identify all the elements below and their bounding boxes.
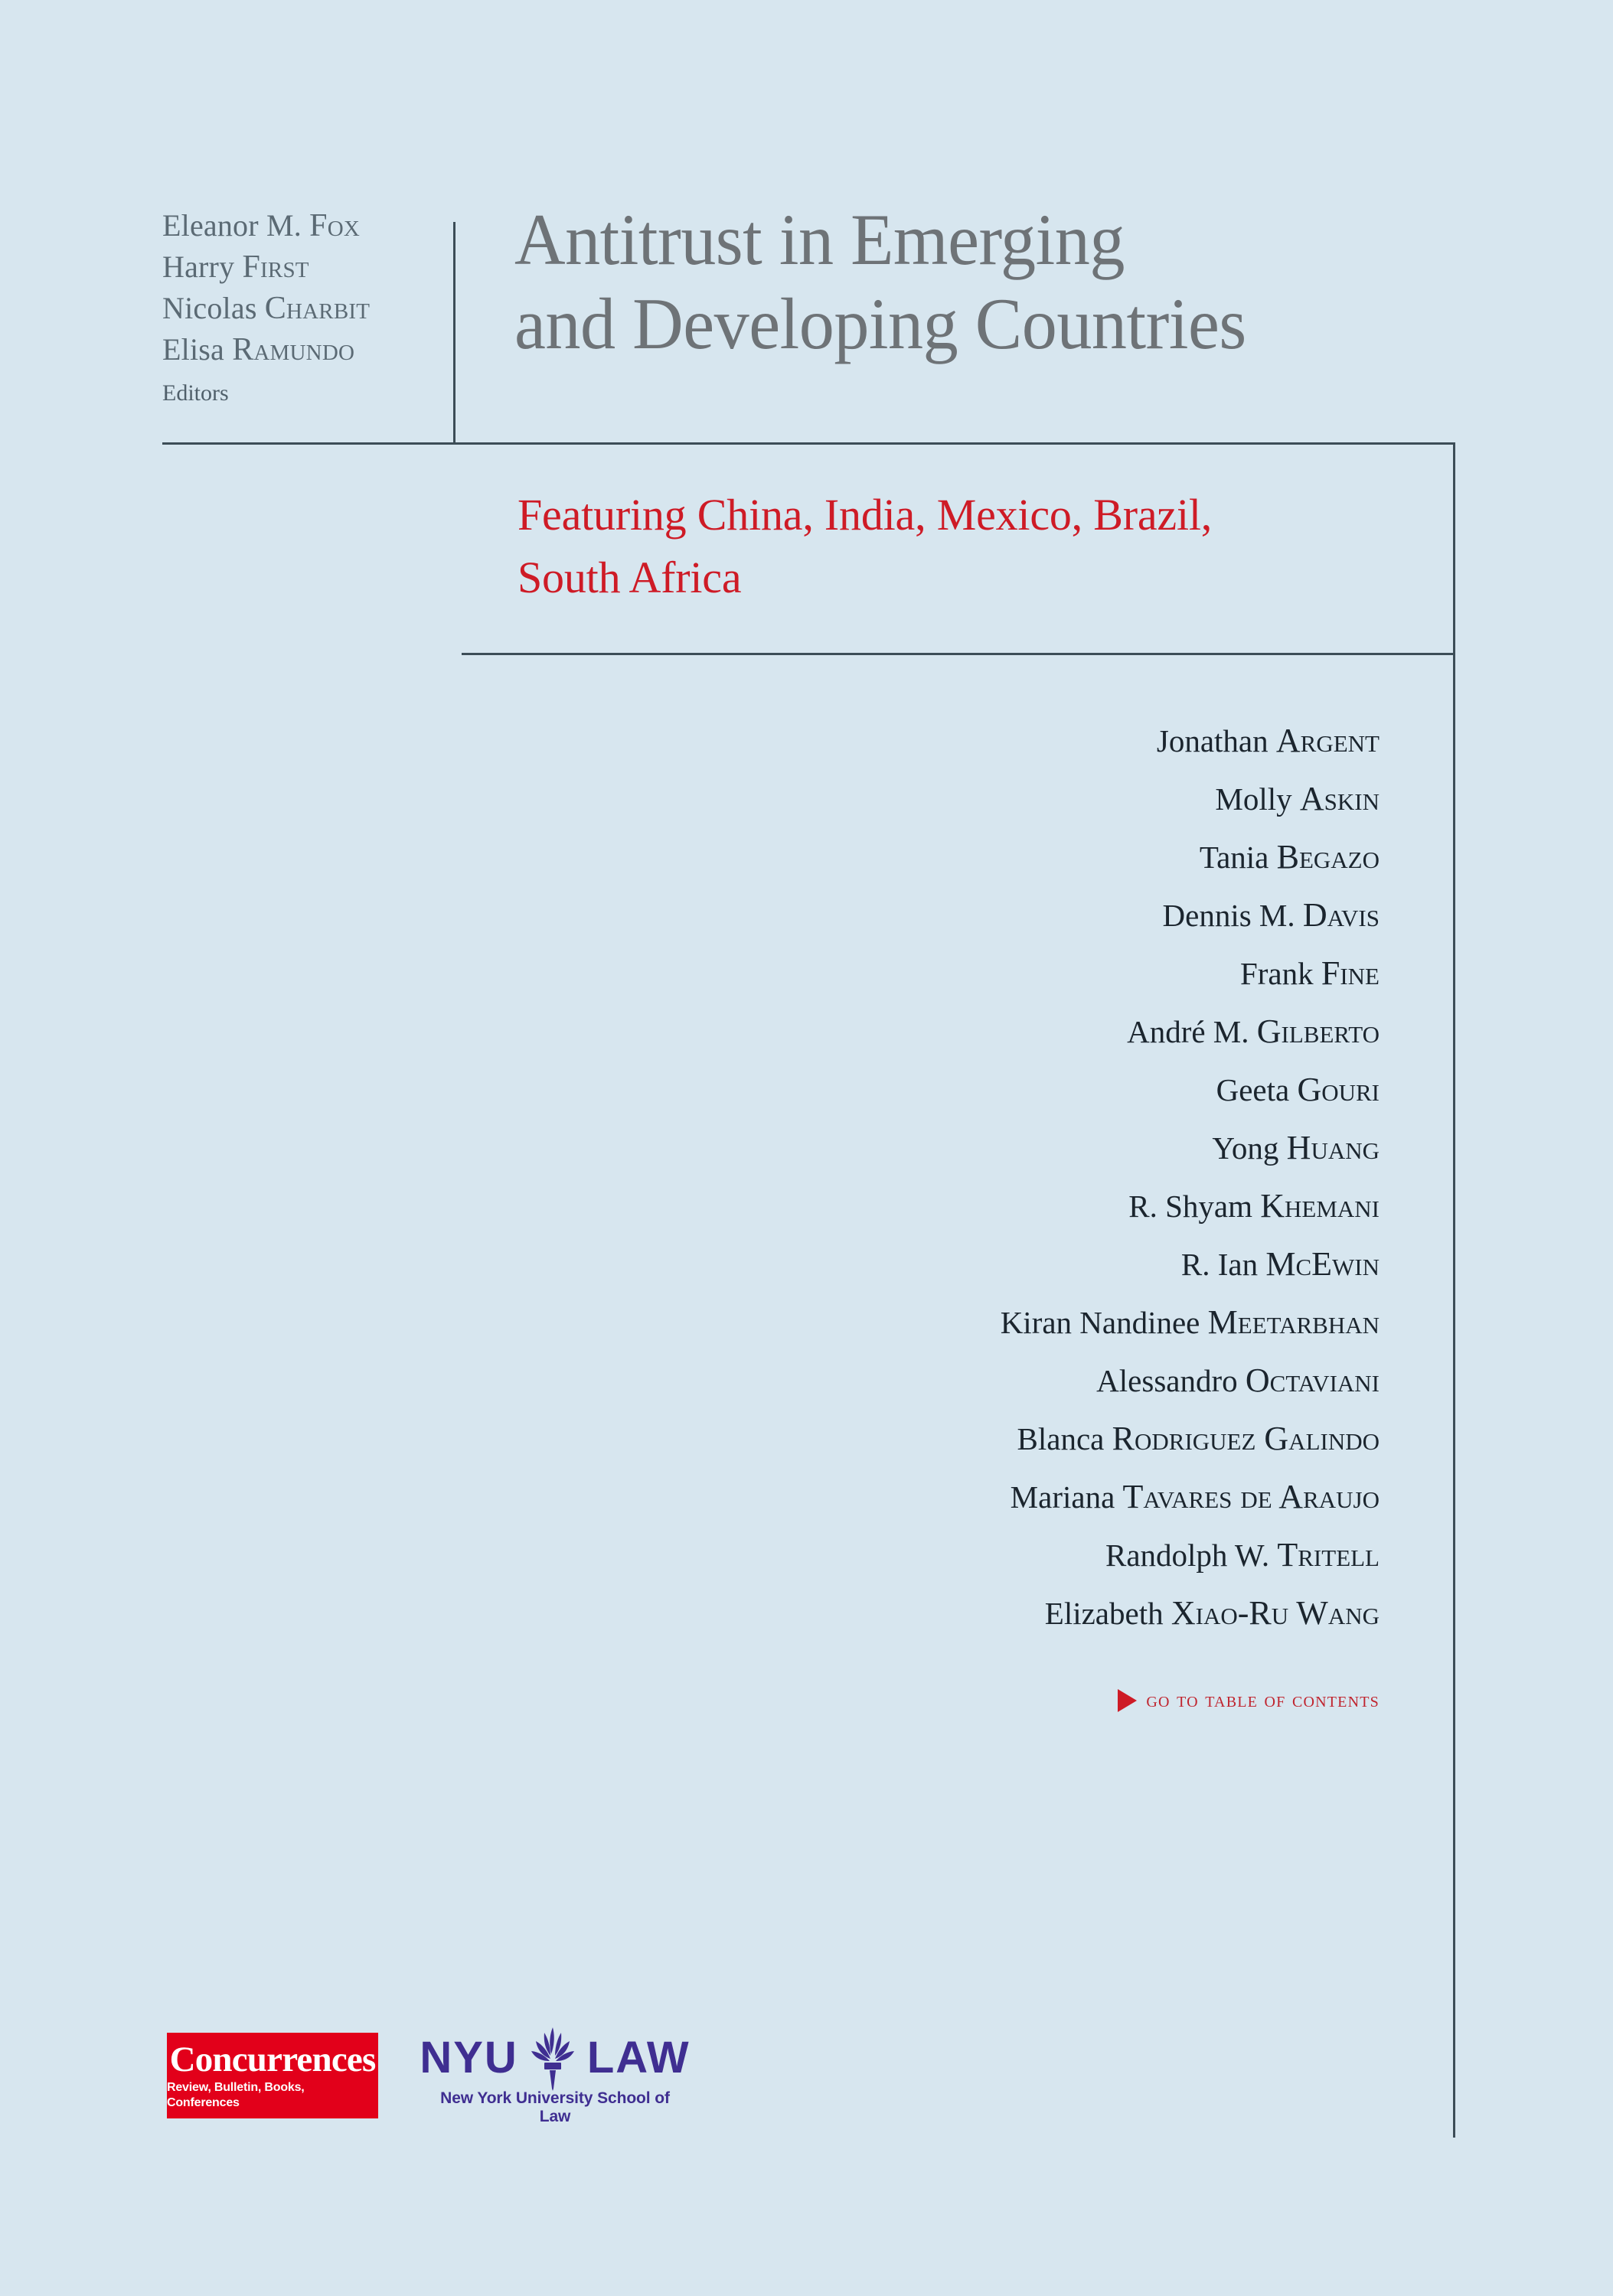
editor-last-name: Ramundo	[232, 332, 355, 367]
nyu-word-right: LAW	[586, 2033, 691, 2082]
contributor-last-name: Davis	[1302, 896, 1380, 934]
editor-name	[162, 288, 430, 329]
contributor-first-name: Randolph W.	[1105, 1538, 1278, 1573]
contributor-name	[612, 1468, 1380, 1526]
contributor-first-name: Alessandro	[1096, 1363, 1246, 1398]
contributor-name	[612, 1003, 1380, 1061]
editor-first-name: Eleanor M.	[162, 208, 310, 243]
contributor-last-name: Tritell	[1277, 1536, 1380, 1574]
nyu-logo-row	[420, 2028, 691, 2088]
nyu-torch-icon	[529, 2025, 576, 2091]
editors-block	[162, 205, 430, 407]
contributor-last-name: Xiao-Ru Wang	[1171, 1594, 1380, 1632]
concurrences-wordmark: Concurrences	[169, 2040, 376, 2079]
contributor-first-name: R. Ian	[1180, 1247, 1266, 1282]
contributor-name	[612, 770, 1380, 828]
contributor-last-name: Fine	[1321, 954, 1380, 992]
editor-last-name: Fox	[309, 208, 361, 243]
contributor-name	[612, 828, 1380, 886]
contributor-last-name: McEwin	[1265, 1245, 1380, 1283]
nyu-logo-subtitle: New York University School of Law	[440, 2089, 670, 2125]
nyu-word-left: NYU	[420, 2033, 518, 2082]
contributor-first-name: Jonathan	[1156, 723, 1276, 758]
contributor-name	[612, 944, 1380, 1003]
contributor-first-name: Yong	[1212, 1130, 1287, 1166]
contributor-name	[612, 1410, 1380, 1468]
divider-horizontal-top	[162, 442, 1455, 445]
concurrences-logo[interactable]	[167, 2033, 378, 2118]
contributor-last-name: Argent	[1275, 722, 1380, 759]
contributor-last-name: Khemani	[1260, 1187, 1380, 1225]
contributor-first-name: Blanca	[1017, 1421, 1112, 1456]
contributor-last-name: Begazo	[1276, 838, 1380, 876]
contributor-last-name: Askin	[1299, 780, 1380, 817]
contributor-first-name: Kiran Nandinee	[1000, 1305, 1208, 1340]
contributors-list	[612, 712, 1380, 1642]
contributor-last-name: Gilberto	[1256, 1013, 1380, 1050]
contributor-first-name: R. Shyam	[1128, 1189, 1261, 1224]
book-title	[514, 197, 1464, 366]
title-line-2: and Developing Countries	[514, 283, 1246, 364]
contributor-first-name: Tania	[1199, 840, 1277, 875]
concurrences-tagline: Review, Bulletin, Books, Conferences	[167, 2081, 305, 2109]
toc-link-label: go to table of contents	[1146, 1688, 1380, 1712]
contributor-last-name: Huang	[1286, 1129, 1380, 1166]
contributor-last-name: Rodriguez Galindo	[1112, 1420, 1380, 1457]
play-triangle-icon	[1118, 1689, 1137, 1712]
editor-name	[162, 205, 430, 246]
editor-first-name: Harry	[162, 249, 243, 284]
contributor-first-name: André M.	[1127, 1014, 1257, 1049]
contributor-last-name: Octaviani	[1245, 1362, 1380, 1399]
divider-horizontal-middle	[462, 653, 1455, 655]
contributor-name	[612, 1119, 1380, 1177]
subtitle-line-2: South Africa	[518, 553, 742, 602]
contributor-name	[612, 1526, 1380, 1584]
editor-name	[162, 246, 430, 288]
book-subtitle	[518, 484, 1451, 609]
editor-name	[162, 329, 430, 370]
contributor-name	[612, 1352, 1380, 1410]
editor-first-name: Elisa	[162, 332, 233, 367]
contributor-name	[612, 886, 1380, 944]
editor-first-name: Nicolas	[162, 291, 265, 325]
contributor-first-name: Elizabeth	[1044, 1596, 1171, 1631]
contributor-name	[612, 1061, 1380, 1119]
divider-vertical-right	[1453, 442, 1455, 2138]
contributor-name	[612, 1584, 1380, 1642]
title-line-1: Antitrust in Emerging	[514, 199, 1125, 280]
contributor-name	[612, 1293, 1380, 1352]
divider-vertical-left	[453, 222, 455, 445]
contributor-name	[612, 1235, 1380, 1293]
contributor-first-name: Dennis M.	[1162, 898, 1303, 933]
nyu-law-logo[interactable]	[420, 2028, 691, 2125]
contributor-last-name: Meetarbhan	[1207, 1303, 1380, 1341]
subtitle-line-1: Featuring China, India, Mexico, Brazil,	[518, 490, 1213, 540]
contributor-name	[612, 1177, 1380, 1235]
contributor-first-name: Molly	[1215, 781, 1300, 817]
editors-label: Editors	[162, 380, 229, 406]
contributor-first-name: Mariana	[1010, 1479, 1123, 1515]
contributor-first-name: Geeta	[1216, 1072, 1298, 1107]
contributor-last-name: Tavares de Araujo	[1122, 1478, 1380, 1515]
contributor-last-name: Gouri	[1297, 1071, 1380, 1108]
editor-last-name: First	[242, 249, 309, 285]
editor-last-name: Charbit	[264, 291, 371, 326]
contributor-name	[612, 712, 1380, 770]
go-to-table-of-contents-link[interactable]	[612, 1688, 1380, 1713]
contributor-first-name: Frank	[1239, 956, 1321, 991]
